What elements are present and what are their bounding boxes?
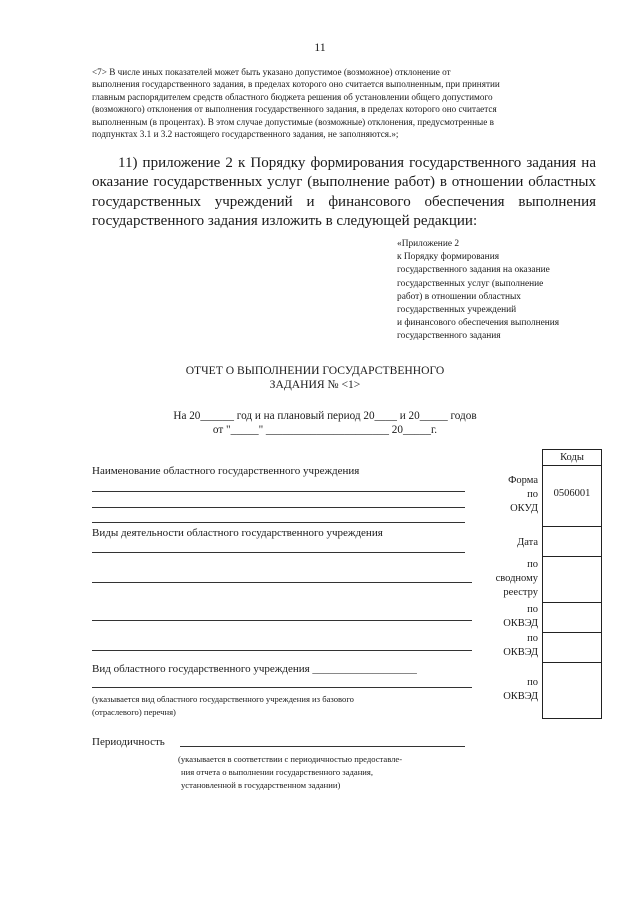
okved-code-cell-1[interactable] xyxy=(543,602,601,632)
activity-types-line-2[interactable] xyxy=(92,582,472,583)
okved-label-2-line-1: по xyxy=(527,633,538,644)
okud-label-line-1: Форма xyxy=(508,475,538,486)
registry-label-line-3: реестру xyxy=(503,587,538,598)
appendix-line-8: государственного задания xyxy=(397,331,501,342)
okved-label-1-line-2: ОКВЭД xyxy=(503,618,538,629)
registry-label-line-2: сводному xyxy=(495,573,538,584)
activity-types-line-3[interactable] xyxy=(92,620,472,621)
okud-code-cell[interactable] xyxy=(543,465,601,526)
page-number: 11 xyxy=(314,40,326,54)
appendix-line-1: «Приложение 2 xyxy=(397,239,460,249)
okved-label-3-line-2: ОКВЭД xyxy=(503,691,538,702)
periodicity-label: Периодичность xyxy=(92,736,165,748)
periodicity-hint-3: установленной в государственном задании) xyxy=(181,780,341,790)
institution-type-hint-1: (указывается вид областного государственного учреждения из базового xyxy=(92,694,354,704)
institution-type-hint-2: (отраслевого) перечня) xyxy=(92,707,176,717)
footnote-line-4: (возможного) отклонения от выполнения государственного задания, в пределах которого оно считается xyxy=(92,104,497,115)
codes-table xyxy=(542,449,602,719)
okved-code-cell-3[interactable] xyxy=(543,662,601,718)
institution-name-line-3[interactable] xyxy=(92,522,465,523)
report-date-line: от "_____" ______________________ 20_____г. xyxy=(212,424,438,436)
item-11-line-2: оказание государственных услуг (выполнение работ) в отношении областных xyxy=(92,174,596,191)
report-period-line: На 20______ год и на плановый период 20____ и 20_____ годов xyxy=(173,410,477,422)
activity-types-label: Виды деятельности областного государственного учреждения xyxy=(92,527,383,539)
footnote-line-3: главным распорядителем средств областного бюджета решения об установлении общего допустимого xyxy=(92,91,493,102)
footnote-line-6: подпунктах 3.1 и 3.2 настоящего государственного задания, не заполняются.»; xyxy=(92,129,399,139)
okud-label-line-2: по xyxy=(527,489,538,500)
institution-name-label: Наименование областного государственного учреждения xyxy=(92,465,360,477)
report-title xyxy=(120,364,510,392)
appendix-line-2: к Порядку формирования xyxy=(397,252,500,263)
appendix-reference xyxy=(397,238,559,344)
appendix-line-7: и финансового обеспечения выполнения xyxy=(397,318,560,329)
date-label: Дата xyxy=(517,537,538,548)
okved-label-1-line-1: по xyxy=(527,604,538,615)
registry-label xyxy=(496,558,538,600)
item-11-line-3: государственных учреждений и финансового обеспечения выполнения xyxy=(92,193,596,210)
institution-type-label[interactable]: Вид областного государственного учреждения ___________________ xyxy=(92,663,417,675)
institution-name-line-1[interactable] xyxy=(92,491,465,492)
institution-name-line-2[interactable] xyxy=(92,507,465,508)
report-title-line-1: ОТЧЕТ О ВЫПОЛНЕНИИ ГОСУДАРСТВЕННОГО xyxy=(185,364,445,377)
appendix-line-4: государственных услуг (выполнение xyxy=(397,278,544,289)
okved-label-2-line-2: ОКВЭД xyxy=(503,647,538,658)
item-11-paragraph xyxy=(92,154,596,232)
okved-label-1 xyxy=(503,603,538,631)
okved-label-3 xyxy=(503,676,538,704)
appendix-line-5: работ) в отношении областных xyxy=(397,291,521,302)
okud-code-value: 0506001 xyxy=(553,488,591,499)
report-title-line-2: ЗАДАНИЯ № <1> xyxy=(269,378,361,391)
registry-code-cell[interactable] xyxy=(543,556,601,602)
okved-label-2 xyxy=(503,632,538,660)
periodicity-hint-2: ния отчета о выполнении государственного задания, xyxy=(181,767,374,777)
footnote-line-1: <7> В числе иных показателей может быть указано допустимое (возможное) отклонение от xyxy=(92,67,451,77)
item-11-line-4: государственного задания изложить в следующей редакции: xyxy=(92,213,478,230)
activity-types-line-1[interactable] xyxy=(92,552,465,553)
periodicity-hint-1: (указывается в соответствии с периодичностью предоставле- xyxy=(178,754,403,764)
item-11-line-1: 11) приложение 2 к Порядку формирования государственного задания на xyxy=(118,155,596,171)
date-code-cell[interactable] xyxy=(543,526,601,556)
okved-code-cell-2[interactable] xyxy=(543,632,601,662)
activity-types-line-4[interactable] xyxy=(92,650,472,651)
periodicity-line[interactable] xyxy=(180,746,465,747)
okud-label-line-3: ОКУД xyxy=(510,503,538,514)
footnote-line-5: выполненным (в процентах). В этом случае допустимые (возможные) отклонения, предусмотренные в xyxy=(92,116,494,127)
footnote-line-2: выполнения государственного задания, в пределах которого оно считается выполненным, при принятии xyxy=(92,79,500,90)
okud-label xyxy=(508,474,538,516)
appendix-line-6: государственных учреждений xyxy=(397,305,517,316)
institution-type-line[interactable] xyxy=(92,687,472,688)
codes-header: Коды xyxy=(560,452,584,463)
okved-label-3-line-1: по xyxy=(527,677,538,688)
registry-label-line-1: по xyxy=(527,559,538,570)
appendix-line-3: государственного задания на оказание xyxy=(397,265,550,276)
